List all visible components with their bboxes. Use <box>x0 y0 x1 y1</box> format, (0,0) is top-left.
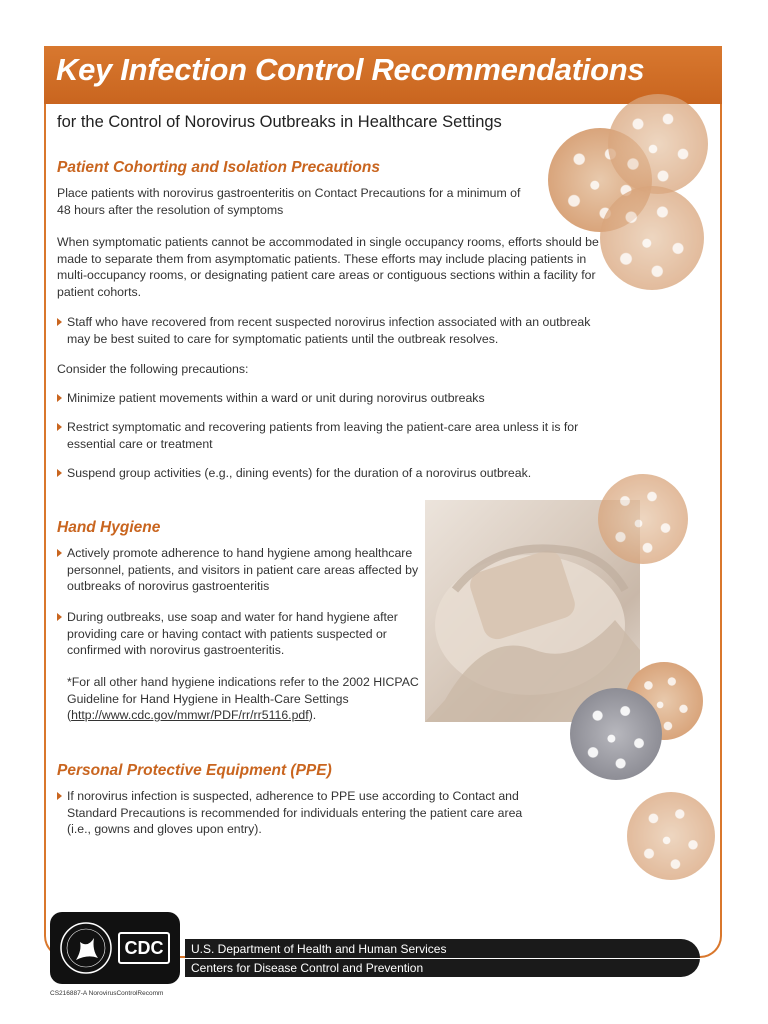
cohorting-paragraph: Place patients with norovirus gastroenteritis on Contact Precautions for a minimum of 48 hours after the resolution of symptoms <box>57 186 521 217</box>
cdc-logo: CDC <box>118 932 170 964</box>
hand-hygiene-bullet: Actively promote adherence to hand hygiene among healthcare personnel, patients, and visitors in patient care areas affected by outbreaks of norovirus gastroenteritis <box>57 545 427 595</box>
logo-box <box>50 912 180 984</box>
hhs-department-text: U.S. Department of Health and Human Services <box>191 942 447 956</box>
footer-bar <box>185 939 700 977</box>
guideline-link[interactable]: http://www.cdc.gov/mmwr/PDF/rr/rr5116.pdf <box>71 708 309 722</box>
hand-hygiene-bullet: During outbreaks, use soap and water for hand hygiene after providing care or having contact with patients suspected or confirmed with norovirus gastroenteritis. <box>57 609 427 659</box>
link-open: ( <box>67 708 72 722</box>
staff-bullet: Staff who have recovered from recent suspected norovirus infection associated with an outbreak may be best suited to care for symptomatic patients until the outbreak resolves. <box>57 314 612 347</box>
hand-hygiene-heading: Hand Hygiene <box>57 519 161 536</box>
consider-text: Consider the following precautions: <box>57 362 249 376</box>
norovirus-image <box>598 474 688 564</box>
cohorting-paragraph: When symptomatic patients cannot be accommodated in single occupancy rooms, efforts should be made to separate them from asymptomatic patients. These efforts may include placing patients in multi-occupancy rooms, or designating patient care areas or contiguous sections within a facility for patient cohorts. <box>57 235 599 299</box>
precaution-bullet: Restrict symptomatic and recovering patients from leaving the patient-care area unless it is for essential care or treatment <box>57 419 612 452</box>
link-close: ). <box>308 708 317 722</box>
norovirus-image <box>600 186 704 290</box>
norovirus-image <box>570 688 662 780</box>
hhs-seal-icon <box>58 920 114 976</box>
norovirus-image <box>608 94 708 194</box>
ppe-bullet: If norovirus infection is suspected, adherence to PPE use according to Contact and Standard Precautions is recommended for individuals entering the patient care area (i.e., gowns and gloves upon entry). <box>57 788 537 838</box>
precaution-bullet: Suspend group activities (e.g., dining events) for the duration of a norovirus outbreak. <box>57 465 612 482</box>
title-banner <box>44 46 722 104</box>
cohorting-heading: Patient Cohorting and Isolation Precautions <box>57 159 380 176</box>
cdc-centers-text: Centers for Disease Control and Prevention <box>191 961 424 975</box>
ppe-heading: Personal Protective Equipment (PPE) <box>57 762 332 779</box>
norovirus-image <box>627 792 715 880</box>
precaution-bullet: Minimize patient movements within a ward or unit during norovirus outbreaks <box>57 390 612 407</box>
page-title: Key Infection Control Recommendations <box>56 52 645 87</box>
footer-divider <box>185 958 700 959</box>
hand-hygiene-note <box>67 674 427 724</box>
page-subtitle: for the Control of Norovirus Outbreaks in Healthcare Settings <box>57 113 502 131</box>
document-code: CS216887-A NorovirusControlRecomm <box>50 990 164 997</box>
note-text: *For all other hand hygiene indications refer to the 2002 HICPAC Guideline for Hand Hygiene in Health-Care Settings <box>67 675 419 706</box>
